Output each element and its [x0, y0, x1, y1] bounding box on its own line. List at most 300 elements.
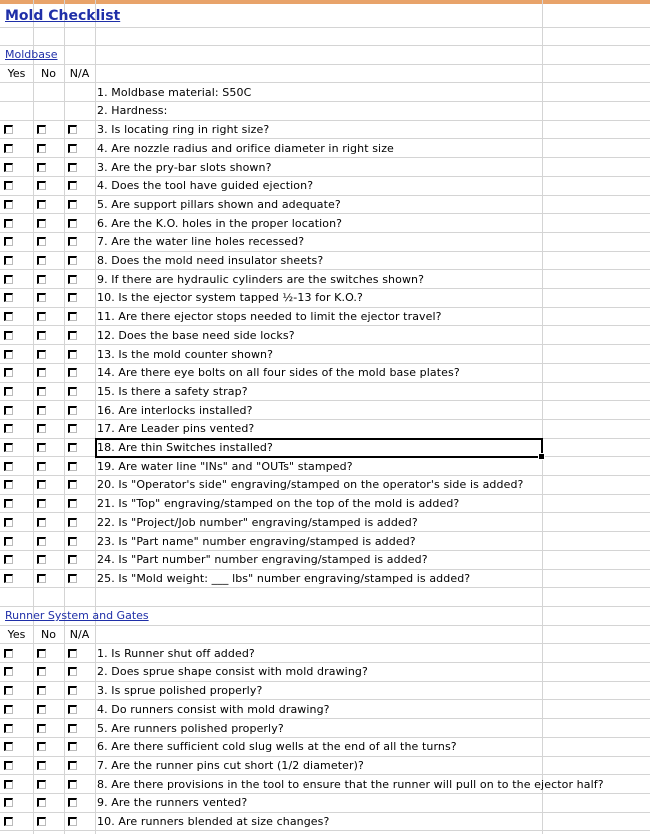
checkbox-na[interactable] — [68, 555, 77, 564]
checkbox-cell-yes — [0, 383, 37, 401]
checkbox-na[interactable] — [68, 406, 77, 415]
checkbox-cell-na — [64, 794, 99, 812]
checkbox-na[interactable] — [68, 817, 77, 826]
checkbox-cell-no — [33, 682, 68, 700]
checkbox-cell-yes — [0, 682, 37, 700]
checkbox-cell-na — [64, 289, 99, 307]
checklist-row — [0, 158, 650, 177]
checkbox-cell-na — [64, 345, 99, 363]
checkbox-cell-no — [33, 327, 68, 345]
checklist-item-text[interactable]: 13. Is the mold counter shown? — [97, 347, 274, 361]
checkbox-cell-yes — [0, 644, 37, 662]
checkbox-cell-no — [33, 364, 68, 382]
checkbox-cell-yes — [0, 495, 37, 513]
checkbox-no[interactable] — [37, 200, 46, 209]
checkbox-cell-yes — [0, 420, 37, 438]
checkbox-na[interactable] — [68, 331, 77, 340]
checklist-item-text[interactable]: 7. Are the runner pins cut short (1/2 diameter)? — [97, 758, 364, 772]
checkbox-cell-yes — [0, 476, 37, 494]
checkbox-cell-no — [33, 813, 68, 831]
checklist-item-text[interactable]: 3. Is sprue polished properly? — [97, 684, 263, 698]
checklist-row — [0, 570, 650, 589]
checkbox-na[interactable] — [68, 686, 77, 695]
checkbox-no[interactable] — [37, 424, 46, 433]
checkbox-no[interactable] — [37, 780, 46, 789]
checkbox-cell-no — [33, 775, 68, 793]
checklist-row — [0, 476, 650, 495]
checklist-row — [0, 233, 650, 252]
checklist-item-text[interactable]: 17. Are Leader pins vented? — [97, 422, 255, 436]
checkbox-yes[interactable] — [4, 144, 13, 153]
checkbox-cell-na — [64, 495, 99, 513]
checkbox-no[interactable] — [37, 331, 46, 340]
checkbox-na[interactable] — [68, 200, 77, 209]
checkbox-na[interactable] — [68, 480, 77, 489]
checkbox-cell-no — [33, 252, 68, 270]
checkbox-cell-yes — [0, 401, 37, 419]
checkbox-no[interactable] — [37, 574, 46, 583]
checkbox-cell-yes — [0, 663, 37, 681]
checkbox-na[interactable] — [68, 125, 77, 134]
section-title: Runner System and Gates — [5, 609, 149, 623]
checkbox-yes[interactable] — [4, 125, 13, 134]
column-header-yes: Yes — [7, 628, 26, 642]
checkbox-cell-na — [64, 738, 99, 756]
checkbox-cell-no — [33, 644, 68, 662]
checklist-item-text[interactable]: 3. Is locating ring in right size? — [97, 123, 270, 137]
checkbox-cell-na — [64, 570, 99, 588]
checkbox-na[interactable] — [68, 462, 77, 471]
checklist-row — [0, 457, 650, 476]
checkbox-no[interactable] — [37, 275, 46, 284]
checkbox-yes[interactable] — [4, 368, 13, 377]
checkbox-yes[interactable] — [4, 312, 13, 321]
checkbox-cell-yes — [0, 514, 37, 532]
checkbox-cell-na — [64, 514, 99, 532]
checkbox-yes[interactable] — [4, 424, 13, 433]
checkbox-cell-yes — [0, 570, 37, 588]
checkbox-no[interactable] — [37, 742, 46, 751]
checkbox-no[interactable] — [37, 125, 46, 134]
checkbox-no[interactable] — [37, 350, 46, 359]
checkbox-na[interactable] — [68, 780, 77, 789]
checkbox-no[interactable] — [37, 724, 46, 733]
checkbox-cell-na — [64, 364, 99, 382]
checkbox-na[interactable] — [68, 537, 77, 546]
column-header-no: No — [41, 628, 56, 642]
checkbox-cell-yes — [0, 308, 37, 326]
checkbox-yes[interactable] — [4, 331, 13, 340]
checklist-item-text[interactable]: 4. Does the tool have guided ejection? — [97, 179, 314, 193]
checkbox-no[interactable] — [37, 798, 46, 807]
checklist-item-text[interactable]: 16. Are interlocks installed? — [97, 403, 253, 417]
checklist-item-text[interactable]: 10. Is the ejector system tapped ½-13 for K.O.? — [97, 291, 363, 305]
checklist-row — [0, 401, 650, 420]
checkbox-cell-no — [33, 177, 68, 195]
checkbox-cell-na — [64, 327, 99, 345]
checkbox-yes[interactable] — [4, 667, 13, 676]
checkbox-cell-no — [33, 121, 68, 139]
checklist-row — [0, 794, 650, 813]
checkbox-cell-yes — [0, 121, 37, 139]
checklist-row — [0, 420, 650, 439]
checkbox-na[interactable] — [68, 424, 77, 433]
checkbox-cell-no — [33, 457, 68, 475]
checkbox-no[interactable] — [37, 462, 46, 471]
checkbox-cell-na — [64, 682, 99, 700]
checkbox-yes[interactable] — [4, 406, 13, 415]
checkbox-no[interactable] — [37, 480, 46, 489]
checkbox-cell-no — [33, 738, 68, 756]
checklist-row — [0, 551, 650, 570]
checkbox-na[interactable] — [68, 742, 77, 751]
checkbox-yes[interactable] — [4, 555, 13, 564]
selected-cell-outline[interactable] — [95, 438, 543, 459]
checkbox-yes[interactable] — [4, 163, 13, 172]
checklist-row — [0, 327, 650, 346]
checkbox-cell-na — [64, 701, 99, 719]
checkbox-cell-yes — [0, 289, 37, 307]
checklist-item-text[interactable]: 8. Are there provisions in the tool to ensure that the runner will pull on to the ejector half? — [97, 777, 604, 791]
checkbox-na[interactable] — [68, 256, 77, 265]
checkbox-no[interactable] — [37, 537, 46, 546]
checkbox-na[interactable] — [68, 574, 77, 583]
checkbox-no[interactable] — [37, 256, 46, 265]
checkbox-cell-yes — [0, 252, 37, 270]
checkbox-yes[interactable] — [4, 480, 13, 489]
checkbox-cell-na — [64, 308, 99, 326]
checkbox-cell-na — [64, 813, 99, 831]
checkbox-cell-yes — [0, 813, 37, 831]
checkbox-cell-no — [33, 532, 68, 550]
checklist-item-text[interactable]: 6. Are the K.O. holes in the proper location? — [97, 216, 343, 230]
checklist-row — [0, 345, 650, 364]
checkbox-no[interactable] — [37, 761, 46, 770]
checkbox-na[interactable] — [68, 163, 77, 172]
checkbox-yes[interactable] — [4, 518, 13, 527]
checkbox-no[interactable] — [37, 237, 46, 246]
column-header-row — [0, 626, 650, 645]
checkbox-cell-na — [64, 214, 99, 232]
checklist-item-text[interactable]: 11. Are there ejector stops needed to limit the ejector travel? — [97, 310, 442, 324]
checkbox-no[interactable] — [37, 499, 46, 508]
checkbox-cell-no — [33, 345, 68, 363]
checkbox-cell-na — [64, 457, 99, 475]
checkbox-cell-no — [33, 401, 68, 419]
checklist-row — [0, 140, 650, 159]
checkbox-na[interactable] — [68, 518, 77, 527]
checklist-item-text[interactable]: 7. Are the water line holes recessed? — [97, 235, 305, 249]
checkbox-no[interactable] — [37, 387, 46, 396]
checkbox-cell-na — [64, 140, 99, 158]
checkbox-yes[interactable] — [4, 574, 13, 583]
checkbox-cell-no — [33, 570, 68, 588]
checklist-row — [0, 775, 650, 794]
checkbox-na[interactable] — [68, 237, 77, 246]
checklist-item-text[interactable]: 24. Is "Part number" number engraving/stamped is added? — [97, 553, 428, 567]
checkbox-na[interactable] — [68, 798, 77, 807]
checkbox-no[interactable] — [37, 163, 46, 172]
checkbox-cell-no — [33, 757, 68, 775]
title-row — [0, 4, 650, 28]
checkbox-cell-na — [64, 252, 99, 270]
checkbox-yes[interactable] — [4, 705, 13, 714]
checklist-item-text[interactable]: 8. Does the mold need insulator sheets? — [97, 254, 324, 268]
checkbox-cell-yes — [0, 794, 37, 812]
checklist-row — [0, 663, 650, 682]
checkbox-cell-na — [64, 551, 99, 569]
column-header-na: N/A — [69, 67, 90, 81]
info-row — [0, 83, 650, 102]
checkbox-cell-na — [64, 532, 99, 550]
checkbox-yes[interactable] — [4, 817, 13, 826]
checkbox-cell-yes — [0, 457, 37, 475]
checkbox-cell-na — [64, 177, 99, 195]
page-title: Mold Checklist — [5, 7, 121, 24]
checklist-item-text[interactable]: 1. Is Runner shut off added? — [97, 646, 255, 660]
checkbox-cell-yes — [0, 364, 37, 382]
checkbox-cell-na — [64, 383, 99, 401]
checklist-item-text[interactable]: 21. Is "Top" engraving/stamped on the top of the mold is added? — [97, 497, 460, 511]
section-header-row — [0, 607, 650, 626]
checkbox-cell-na — [64, 420, 99, 438]
checklist-row — [0, 289, 650, 308]
checkbox-cell-no — [33, 551, 68, 569]
checklist-item-text[interactable]: 6. Are there sufficient cold slug wells at the end of all the turns? — [97, 740, 457, 754]
checklist-row — [0, 532, 650, 551]
checklist-row — [0, 757, 650, 776]
checkbox-na[interactable] — [68, 387, 77, 396]
checkbox-yes[interactable] — [4, 686, 13, 695]
checkbox-cell-na — [64, 158, 99, 176]
checkbox-no[interactable] — [37, 219, 46, 228]
checkbox-yes[interactable] — [4, 293, 13, 302]
checkbox-cell-na — [64, 757, 99, 775]
section-header-row — [0, 46, 650, 65]
checklist-item-text[interactable]: 18. Are thin Switches installed? — [97, 441, 273, 455]
checkbox-cell-yes — [0, 757, 37, 775]
column-header-na: N/A — [69, 628, 90, 642]
checkbox-cell-yes — [0, 738, 37, 756]
checkbox-cell-yes — [0, 551, 37, 569]
column-header-no: No — [41, 67, 56, 81]
checkbox-no[interactable] — [37, 181, 46, 190]
checkbox-cell-yes — [0, 177, 37, 195]
checkbox-cell-na — [64, 121, 99, 139]
checkbox-cell-na — [64, 196, 99, 214]
checkbox-no[interactable] — [37, 144, 46, 153]
checklist-item-text[interactable]: 22. Is "Project/Job number" engraving/stamped is added? — [97, 515, 418, 529]
checkbox-no[interactable] — [37, 293, 46, 302]
checklist-item-text[interactable]: 14. Are there eye bolts on all four sides of the mold base plates? — [97, 366, 460, 380]
checkbox-na[interactable] — [68, 499, 77, 508]
checkbox-yes[interactable] — [4, 761, 13, 770]
checkbox-cell-no — [33, 420, 68, 438]
checkbox-cell-no — [33, 514, 68, 532]
checklist-item-text[interactable]: 10. Are runners blended at size changes? — [97, 815, 330, 829]
checklist-row — [0, 682, 650, 701]
checkbox-cell-yes — [0, 532, 37, 550]
checklist-item-text[interactable]: 4. Do runners consist with mold drawing? — [97, 702, 330, 716]
checklist-row — [0, 270, 650, 289]
checklist-row — [0, 252, 650, 271]
checkbox-no[interactable] — [37, 443, 46, 452]
checkbox-cell-no — [33, 383, 68, 401]
checkbox-no[interactable] — [37, 368, 46, 377]
checkbox-yes[interactable] — [4, 275, 13, 284]
checkbox-yes[interactable] — [4, 742, 13, 751]
info-text: 2. Hardness: — [97, 104, 168, 118]
checkbox-cell-yes — [0, 719, 37, 737]
checkbox-yes[interactable] — [4, 237, 13, 246]
checkbox-no[interactable] — [37, 686, 46, 695]
checkbox-cell-yes — [0, 140, 37, 158]
info-row — [0, 102, 650, 121]
checklist-row — [0, 364, 650, 383]
checkbox-cell-yes — [0, 158, 37, 176]
checkbox-yes[interactable] — [4, 256, 13, 265]
checkbox-cell-no — [33, 495, 68, 513]
checklist-row — [0, 121, 650, 140]
checkbox-cell-yes — [0, 214, 37, 232]
checkbox-cell-na — [64, 233, 99, 251]
checkbox-cell-na — [64, 476, 99, 494]
checklist-row — [0, 177, 650, 196]
checkbox-cell-yes — [0, 345, 37, 363]
checkbox-cell-no — [33, 140, 68, 158]
checklist-row — [0, 308, 650, 327]
checkbox-na[interactable] — [68, 667, 77, 676]
checkbox-no[interactable] — [37, 518, 46, 527]
checkbox-yes[interactable] — [4, 443, 13, 452]
checkbox-cell-yes — [0, 233, 37, 251]
checklist-item-text[interactable]: 23. Is "Part name" number engraving/stamped is added? — [97, 534, 416, 548]
checkbox-yes[interactable] — [4, 350, 13, 359]
checklist-row — [0, 495, 650, 514]
checkbox-cell-no — [33, 794, 68, 812]
checkbox-yes[interactable] — [4, 798, 13, 807]
checkbox-cell-na — [64, 439, 99, 457]
column-header-yes: Yes — [7, 67, 26, 81]
checkbox-cell-na — [64, 719, 99, 737]
checklist-item-text[interactable]: 12. Does the base need side locks? — [97, 328, 295, 342]
checklist-item-text[interactable]: 15. Is there a safety strap? — [97, 384, 248, 398]
checkbox-yes[interactable] — [4, 780, 13, 789]
checklist-item-text[interactable]: 5. Are support pillars shown and adequate? — [97, 197, 341, 211]
checkbox-cell-no — [33, 158, 68, 176]
checkbox-cell-no — [33, 196, 68, 214]
checklist-item-text[interactable]: 19. Are water line "INs" and "OUTs" stamped? — [97, 459, 353, 473]
checkbox-na[interactable] — [68, 181, 77, 190]
checkbox-na[interactable] — [68, 368, 77, 377]
checklist-row — [0, 644, 650, 663]
checkbox-cell-yes — [0, 775, 37, 793]
checklist-row — [0, 738, 650, 757]
checkbox-cell-no — [33, 701, 68, 719]
checkbox-yes[interactable] — [4, 181, 13, 190]
column-header-row — [0, 65, 650, 84]
checklist-item-text[interactable]: 4. Are nozzle radius and orifice diameter in right size — [97, 141, 394, 155]
checkbox-cell-no — [33, 439, 68, 457]
checkbox-na[interactable] — [68, 443, 77, 452]
checkbox-na[interactable] — [68, 275, 77, 284]
checkbox-na[interactable] — [68, 293, 77, 302]
checkbox-cell-no — [33, 308, 68, 326]
checklist-item-text[interactable]: 25. Is "Mold weight: ___ lbs" number engraving/stamped is added? — [97, 571, 471, 585]
checklist-row — [0, 719, 650, 738]
checkbox-cell-yes — [0, 196, 37, 214]
checkbox-cell-no — [33, 476, 68, 494]
section-title: Moldbase — [5, 48, 58, 62]
checkbox-cell-yes — [0, 327, 37, 345]
checklist-row — [0, 196, 650, 215]
checkbox-na[interactable] — [68, 312, 77, 321]
checkbox-na[interactable] — [68, 219, 77, 228]
checkbox-cell-no — [33, 719, 68, 737]
checkbox-cell-yes — [0, 439, 37, 457]
checkbox-yes[interactable] — [4, 537, 13, 546]
checkbox-yes[interactable] — [4, 387, 13, 396]
checkbox-yes[interactable] — [4, 649, 13, 658]
checklist-item-text[interactable]: 9. If there are hydraulic cylinders are the switches shown? — [97, 272, 425, 286]
checkbox-na[interactable] — [68, 350, 77, 359]
checkbox-no[interactable] — [37, 649, 46, 658]
checkbox-no[interactable] — [37, 406, 46, 415]
checkbox-no[interactable] — [37, 705, 46, 714]
checklist-row — [0, 813, 650, 832]
checkbox-no[interactable] — [37, 817, 46, 826]
blank-row — [0, 588, 650, 607]
checkbox-yes[interactable] — [4, 219, 13, 228]
checkbox-no[interactable] — [37, 667, 46, 676]
checkbox-cell-no — [33, 663, 68, 681]
checkbox-yes[interactable] — [4, 462, 13, 471]
checkbox-na[interactable] — [68, 144, 77, 153]
checkbox-cell-na — [64, 401, 99, 419]
checkbox-yes[interactable] — [4, 499, 13, 508]
checkbox-cell-yes — [0, 701, 37, 719]
checkbox-cell-no — [33, 233, 68, 251]
checkbox-cell-no — [33, 270, 68, 288]
checklist-item-text[interactable]: 5. Are runners polished properly? — [97, 721, 284, 735]
checkbox-no[interactable] — [37, 555, 46, 564]
blank-row — [0, 28, 650, 46]
checkbox-yes[interactable] — [4, 724, 13, 733]
checklist-row — [0, 383, 650, 402]
checklist-item-text[interactable]: 2. Does sprue shape consist with mold drawing? — [97, 665, 368, 679]
checkbox-cell-na — [64, 270, 99, 288]
checkbox-cell-na — [64, 775, 99, 793]
checkbox-na[interactable] — [68, 761, 77, 770]
checklist-item-text[interactable]: 3. Are the pry-bar slots shown? — [97, 160, 272, 174]
checkbox-na[interactable] — [68, 724, 77, 733]
checklist-row — [0, 214, 650, 233]
checkbox-cell-no — [33, 289, 68, 307]
checkbox-cell-no — [33, 214, 68, 232]
checkbox-cell-yes — [0, 270, 37, 288]
checkbox-cell-na — [64, 644, 99, 662]
checkbox-no[interactable] — [37, 312, 46, 321]
checklist-item-text[interactable]: 20. Is "Operator's side" engraving/stamped on the operator's side is added? — [97, 478, 524, 492]
info-text: 1. Moldbase material: S50C — [97, 85, 252, 99]
checklist-item-text[interactable]: 9. Are the runners vented? — [97, 796, 248, 810]
checkbox-cell-na — [64, 663, 99, 681]
checklist-row — [0, 514, 650, 533]
checkbox-na[interactable] — [68, 649, 77, 658]
checklist-row — [0, 701, 650, 720]
checkbox-na[interactable] — [68, 705, 77, 714]
checkbox-yes[interactable] — [4, 200, 13, 209]
